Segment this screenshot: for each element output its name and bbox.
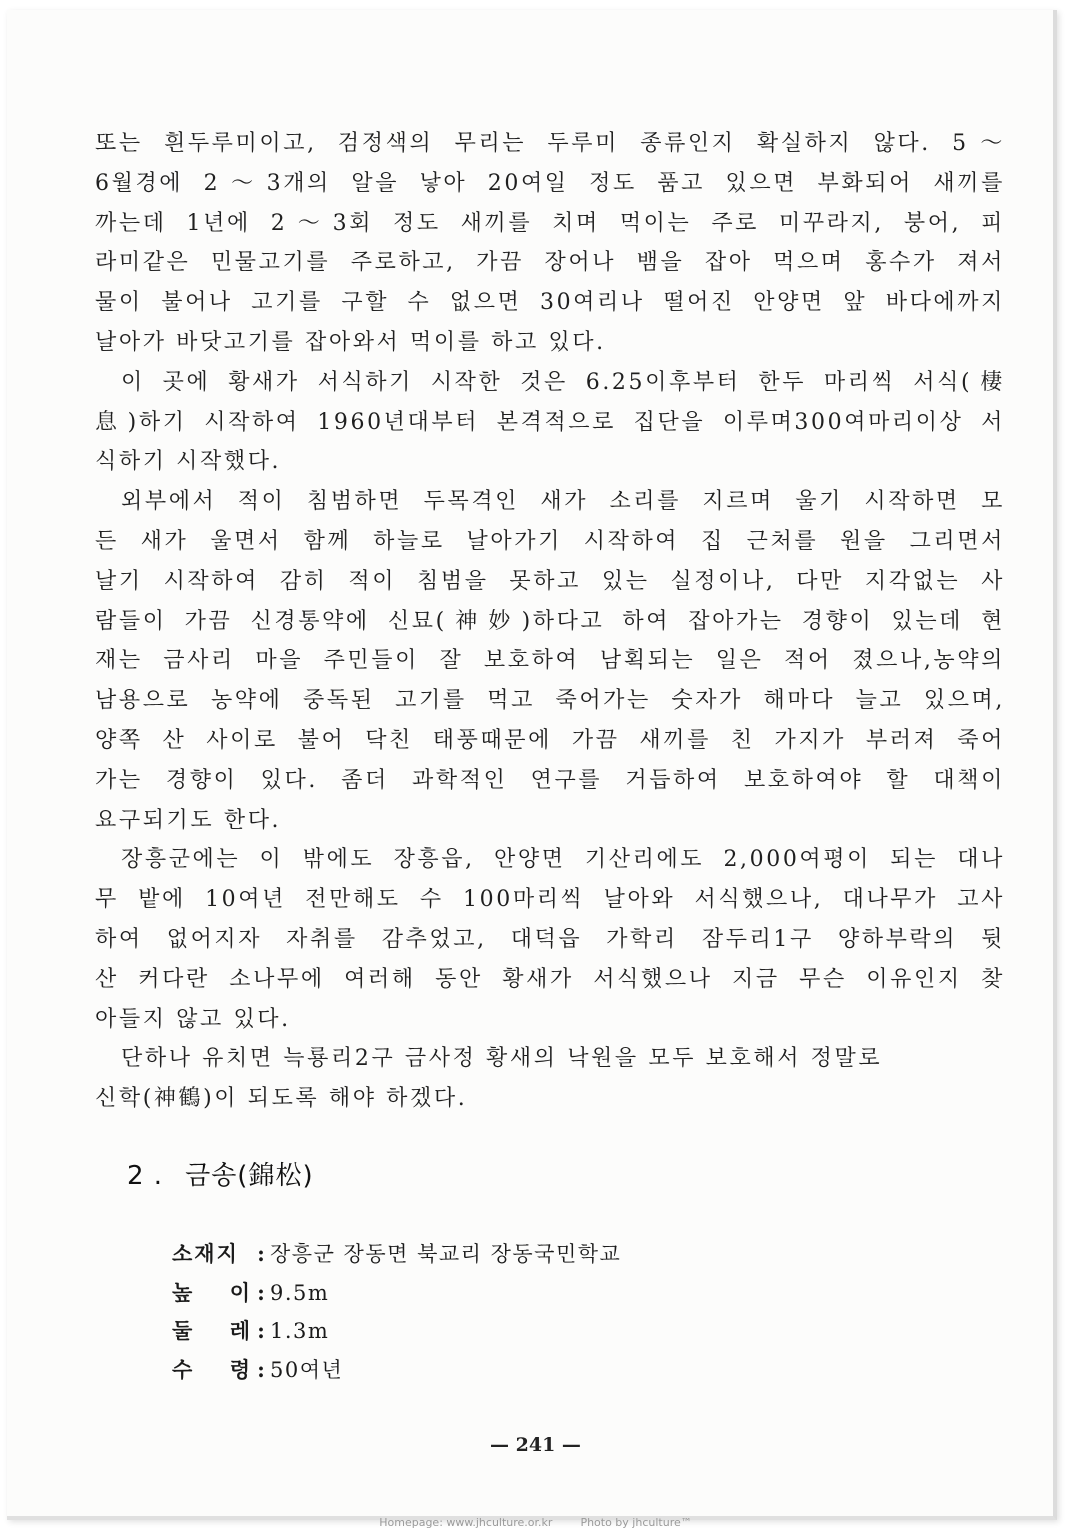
info-value: 9.5m	[270, 1280, 330, 1305]
homepage-credit: Homepage: www.jhculture.or.kr	[379, 1516, 553, 1529]
body-line: 물이 불어나 고기를 구할 수 없으면 30여리나 떨어진 안양면 앞 바다에까지	[95, 290, 1005, 316]
body-line: 까는데 1년에 2～3회 정도 새끼를 치며 먹이는 주로 미꾸라지, 붕어, 피	[95, 210, 1005, 236]
footer-credit	[0, 1516, 1071, 1529]
page-number: — 241 —	[490, 1434, 581, 1456]
info-row	[172, 1351, 621, 1390]
body-line: 息)하기 시작하여 1960년대부터 본격적으로 집단을 이루며300여마리이상 서	[95, 409, 1005, 435]
body-line: 장흥군에는 이 밖에도 장흥읍, 안양면 기산리에도 2,000여평이 되는 대나	[121, 847, 1005, 873]
body-line: 외부에서 적이 침범하면 두목격인 새가 소리를 지르며 울기 시작하면 모	[121, 489, 1005, 515]
body-line: 재는 금사리 마을 주민들이 잘 보호하여 남획되는 일은 적어 졌으나,농약의	[95, 648, 1005, 674]
info-row	[172, 1235, 621, 1274]
info-label: 수 령	[172, 1357, 252, 1382]
body-line: 요구되기도 한다.	[95, 807, 282, 833]
photo-credit: Photo by jhculture™	[580, 1516, 692, 1529]
info-label: 둘 레	[172, 1319, 252, 1343]
body-line: 신학(神鶴)이 되도록 해야 하겠다.	[95, 1086, 468, 1112]
info-value: 장흥군 장동면 북교리 장동국민학교	[270, 1242, 622, 1266]
body-line: 아들지 않고 있다.	[95, 1006, 291, 1032]
info-colon: :	[257, 1356, 265, 1382]
body-line: 날아가 바닷고기를 잡아와서 먹이를 하고 있다.	[95, 329, 606, 355]
body-line: 가는 경향이 있다. 좀더 과학적인 연구를 거듭하여 보호하여야 할 대책이	[95, 767, 1005, 793]
info-row	[172, 1312, 621, 1351]
info-list	[172, 1235, 621, 1389]
info-value: 1.3m	[270, 1319, 330, 1343]
info-colon: :	[257, 1241, 265, 1266]
info-label: 높 이	[172, 1280, 252, 1305]
info-row	[172, 1274, 621, 1313]
body-line: 6월경에 2～3개의 알을 낳아 20여일 정도 품고 있으면 부화되어 새끼를	[95, 170, 1005, 196]
body-line: 무 밭에 10여년 전만해도 수 100마리씩 날아와 서식했으나, 대나무가 고사	[95, 887, 1005, 913]
info-label: 소재지	[172, 1242, 239, 1266]
body-line: 하여 없어지자 자취를 감추었고, 대덕읍 가학리 잠두리1구 양하부락의 뒷	[95, 926, 1005, 952]
body-line: 또는 흰두루미이고, 검정색의 무리는 두루미 종류인지 확실하지 않다. 5～	[95, 131, 1005, 156]
section-title: 금송(錦松)	[185, 1161, 314, 1191]
body-line: 양쪽 산 사이로 불어 닥친 태풍때문에 가끔 새끼를 친 가지가 부러져 죽어	[95, 727, 1005, 753]
body-line: 이 곳에 황새가 서식하기 시작한 것은 6.25이후부터 한두 마리씩 서식(棲	[121, 369, 1005, 395]
body-line: 람들이 가끔 신경통약에 신묘(神妙)하다고 하여 잡아가는 경향이 있는데 현	[95, 608, 1005, 634]
body-line: 든 새가 울면서 함께 하늘로 날아가기 시작하여 집 근처를 원을 그리면서	[95, 528, 1005, 554]
body-line: 날기 시작하여 감히 적이 침범을 못하고 있는 실정이나, 다만 지각없는 사	[95, 568, 1005, 594]
section-number: 2 .	[127, 1161, 164, 1191]
body-line: 산 커다란 소나무에 여러해 동안 황새가 서식했으나 지금 무슨 이유인지 찾	[95, 966, 1005, 992]
body-line: 단하나 유치면 늑룡리2구 금사정 황새의 낙원을 모두 보호해서 정말로	[121, 1046, 883, 1072]
section-heading	[127, 1155, 314, 1192]
body-line: 라미같은 민물고기를 주로하고, 가끔 장어나 뱀을 잡아 먹으며 홍수가 져서	[95, 250, 1005, 276]
body-text	[95, 124, 1005, 1119]
info-colon: :	[257, 1279, 265, 1305]
body-line: 남용으로 농약에 중독된 고기를 먹고 죽어가는 숫자가 해마다 늘고 있으며,	[95, 688, 1005, 714]
info-colon: :	[257, 1318, 265, 1343]
info-value: 50여년	[270, 1357, 344, 1382]
body-line: 식하기 시작했다.	[95, 449, 282, 475]
